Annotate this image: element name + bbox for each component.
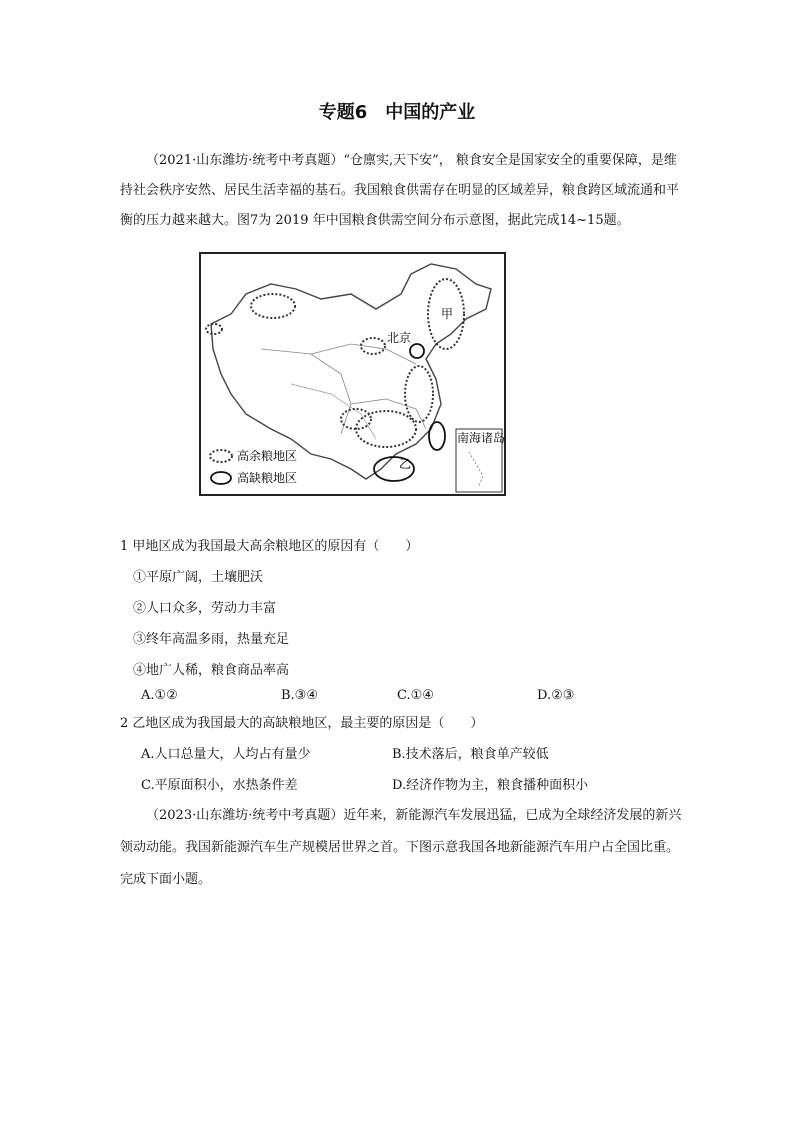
q1-option-d[interactable]: D.②③ — [537, 688, 575, 703]
legend-surplus: 高余粮地区 — [237, 449, 298, 463]
intro-paragraph-2: （2023·山东潍坊·统考中考真题）近年来，新能源汽车发展迅猛，已成为全球经济发展的新兴领动动能。我国新能源汽车生产规模居世界之首。下图示意我国各地新能源汽车用户占全国比重。完成下面小题。 — [120, 808, 682, 887]
q2-option-c[interactable]: C.平原面积小，水热条件差 — [141, 778, 298, 793]
legend-deficit: 高缺粮地区 — [237, 471, 298, 485]
q1-item: ④地广人稀，粮食商品率高 — [133, 663, 290, 678]
q1-item: ③终年高温多雨，热量充足 — [133, 632, 290, 647]
q1-option-a[interactable]: A.①② — [141, 688, 178, 703]
label-beijing: 北京 — [387, 331, 412, 345]
intro-paragraph-1: （2021·山东潍坊·统考中考真题）“仓廪实,天下安”， 粮食安全是国家安全的重要保障，是维持社会秩序安然、居民生活幸福的基石。我国粮食供需存在明显的区域差异，粮食跨区域流通和平衡的压力越来越大。图7为 2019 年中国粮食供需空间分布示意图，据此完成14~15题。 — [120, 153, 680, 228]
q2-option-b[interactable]: B.技术落后，粮食单产较低 — [392, 747, 549, 762]
page-title: 专题6 中国的产业 — [318, 102, 476, 123]
q2-option-a[interactable]: A.人口总量大，人均占有量少 — [141, 747, 311, 762]
label-yi: 乙 — [399, 457, 412, 471]
question-2-stem: 2 乙地区成为我国最大的高缺粮地区，最主要的原因是（ ） — [120, 716, 484, 731]
china-food-map — [199, 252, 506, 496]
inset-label: 南海诸岛 — [457, 431, 504, 445]
q2-option-d[interactable]: D.经济作物为主，粮食播种面积小 — [392, 778, 589, 793]
q1-option-b[interactable]: B.③④ — [281, 688, 318, 703]
q1-item: ②人口众多，劳动力丰富 — [133, 601, 277, 616]
question-1-stem: 1 甲地区成为我国最大高余粮地区的原因有（ ） — [120, 539, 419, 554]
q1-option-c[interactable]: C.①④ — [397, 688, 434, 703]
q1-item: ①平原广阔，土壤肥沃 — [133, 570, 264, 585]
label-jia: 甲 — [441, 307, 454, 321]
